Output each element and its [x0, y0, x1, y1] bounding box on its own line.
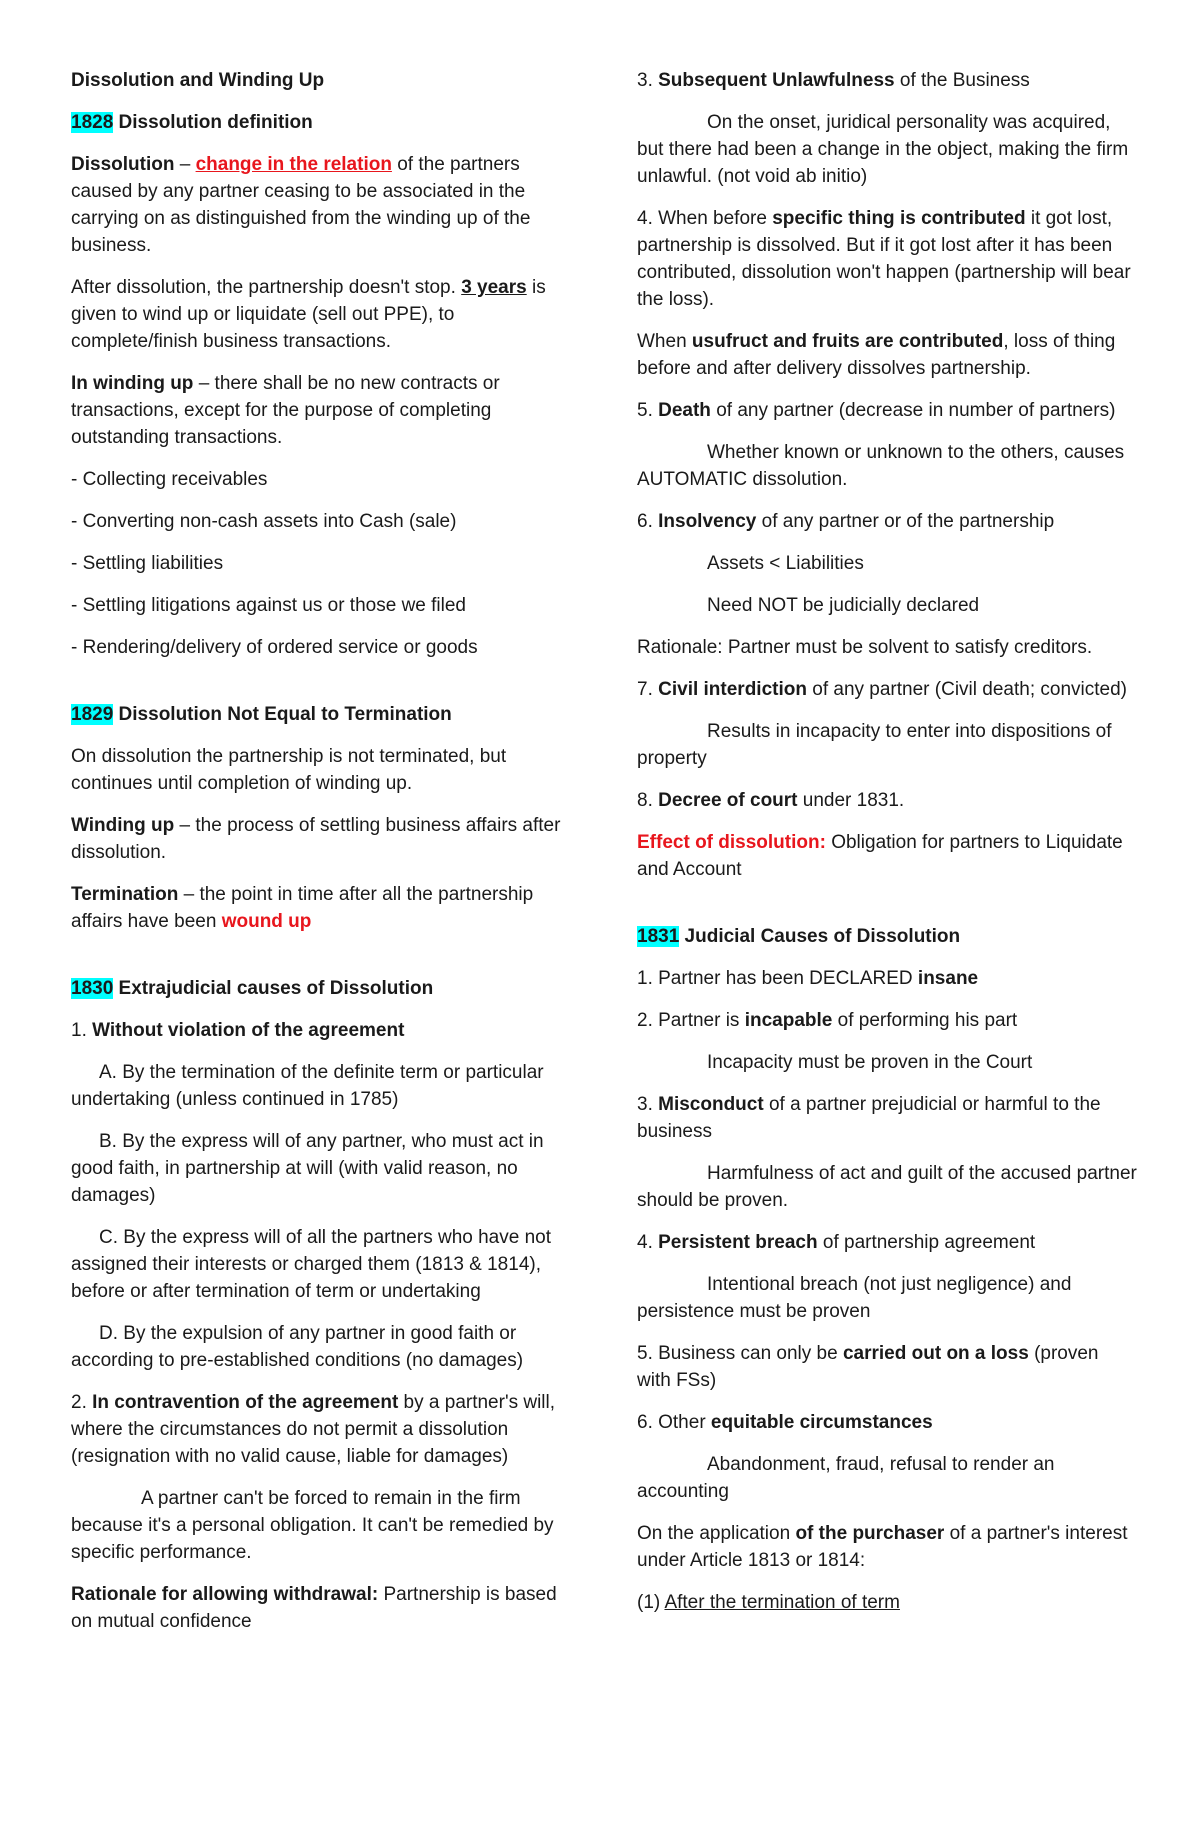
- cause-subitem-c: C. By the express will of all the partners who have not assigned their interests or charged them (1813 & 1814), before or after termination of term or undertaking: [71, 1227, 552, 1302]
- effect-of-dissolution: Effect of dissolution: Obligation for partners to Liquidate and Account: [637, 832, 1123, 880]
- judicial-cause-6: 6. Other equitable circumstances: [637, 1412, 933, 1433]
- cause-item-6: 6. Insolvency of any partner or of the partnership: [637, 511, 1055, 532]
- article-number: 1828: [71, 112, 114, 133]
- list-item: - Rendering/delivery of ordered service or goods: [71, 637, 478, 658]
- cause-item-3: 3. Subsequent Unlawfulness of the Business: [637, 70, 1030, 91]
- left-column: [71, 67, 571, 1650]
- cause-subitem-b: B. By the express will of any partner, who must act in good faith, in partnership at will (with valid reason, no damages): [71, 1131, 544, 1206]
- cause-item-6-note: Need NOT be judicially declared: [707, 595, 980, 616]
- article-1828-heading: 1828 Dissolution definition: [71, 112, 313, 133]
- forced-remain-note: A partner can't be forced to remain in the firm because it's a personal obligation. It can't be remedied by specific performance.: [71, 1488, 554, 1563]
- cause-item-5: 5. Death of any partner (decrease in number of partners): [637, 400, 1116, 421]
- list-item: - Settling litigations against us or those we filed: [71, 595, 466, 616]
- cause-item-7: 7. Civil interdiction of any partner (Civil death; convicted): [637, 679, 1127, 700]
- cause-item-1: 1. Without violation of the agreement: [71, 1020, 405, 1041]
- article-number: 1831: [637, 926, 680, 947]
- purchaser-item-1: (1) After the termination of term: [637, 1592, 900, 1613]
- cause-subitem-d: D. By the expulsion of any partner in good faith or according to pre-established conditions (no damages): [71, 1323, 524, 1371]
- judicial-cause-4-note: Intentional breach (not just negligence) and persistence must be proven: [637, 1274, 1072, 1322]
- purchaser-application: On the application of the purchaser of a partner's interest under Article 1813 or 1814:: [637, 1523, 1128, 1571]
- cause-item-4: 4. When before specific thing is contributed it got lost, partnership is dissolved. But if it got lost after it has been contributed, dissolution won't happen (partnership will bear the loss).: [637, 208, 1131, 310]
- article-number: 1830: [71, 978, 114, 999]
- after-dissolution-paragraph: After dissolution, the partnership doesn't stop. 3 years is given to wind up or liquidate (sell out PPE), to complete/finish business transactions.: [71, 277, 546, 352]
- judicial-cause-1: 1. Partner has been DECLARED insane: [637, 968, 979, 989]
- cause-item-3-note: On the onset, juridical personality was acquired, but there had been a change in the object, making the firm unlawful. (not void ab initio): [637, 112, 1129, 187]
- usufruct-paragraph: When usufruct and fruits are contributed, loss of thing before and after delivery dissolves partnership.: [637, 331, 1116, 379]
- right-column: [637, 67, 1137, 1631]
- judicial-cause-3-note: Harmfulness of act and guilt of the accused partner should be proven.: [637, 1163, 1137, 1211]
- winding-up-definition: Winding up – the process of settling business affairs after dissolution.: [71, 815, 561, 863]
- cause-item-8: 8. Decree of court under 1831.: [637, 790, 905, 811]
- dissolution-definition: Dissolution – change in the relation of the partners caused by any partner ceasing to be associated in the carrying on as distinguished from the winding up of the business.: [71, 154, 531, 256]
- article-1829-heading: 1829 Dissolution Not Equal to Termination: [71, 704, 452, 725]
- judicial-cause-6-note: Abandonment, fraud, refusal to render an accounting: [637, 1454, 1055, 1502]
- winding-up-paragraph: In winding up – there shall be no new contracts or transactions, except for the purpose of completing outstanding transactions.: [71, 373, 500, 448]
- article-number: 1829: [71, 704, 114, 725]
- list-item: - Collecting receivables: [71, 469, 268, 490]
- cause-item-5-note: Whether known or unknown to the others, causes AUTOMATIC dissolution.: [637, 442, 1125, 490]
- judicial-cause-5: 5. Business can only be carried out on a loss (proven with FSs): [637, 1343, 1099, 1391]
- judicial-cause-2-note: Incapacity must be proven in the Court: [707, 1052, 1033, 1073]
- list-item: - Settling liabilities: [71, 553, 224, 574]
- dissolution-not-terminated-paragraph: On dissolution the partnership is not terminated, but continues until completion of winding up.: [71, 746, 507, 794]
- cause-item-2: 2. In contravention of the agreement by a partner's will, where the circumstances do not permit a dissolution (resignation with no valid cause, liable for damages): [71, 1392, 556, 1467]
- cause-item-7-note: Results in incapacity to enter into dispositions of property: [637, 721, 1112, 769]
- termination-definition: Termination – the point in time after all the partnership affairs have been wound up: [71, 884, 534, 932]
- document-title: Dissolution and Winding Up: [71, 70, 325, 91]
- rationale-withdrawal: Rationale for allowing withdrawal: Partnership is based on mutual confidence: [71, 1584, 557, 1632]
- article-1830-heading: 1830 Extrajudicial causes of Dissolution: [71, 978, 434, 999]
- cause-subitem-a: A. By the termination of the definite term or particular undertaking (unless continued in 1785): [71, 1062, 544, 1110]
- article-1831-heading: 1831 Judicial Causes of Dissolution: [637, 926, 961, 947]
- insolvency-rationale: Rationale: Partner must be solvent to satisfy creditors.: [637, 637, 1093, 658]
- judicial-cause-3: 3. Misconduct of a partner prejudicial or harmful to the business: [637, 1094, 1101, 1142]
- list-item: - Converting non-cash assets into Cash (sale): [71, 511, 457, 532]
- cause-item-6-note: Assets < Liabilities: [707, 553, 864, 574]
- judicial-cause-4: 4. Persistent breach of partnership agreement: [637, 1232, 1036, 1253]
- judicial-cause-2: 2. Partner is incapable of performing his part: [637, 1010, 1018, 1031]
